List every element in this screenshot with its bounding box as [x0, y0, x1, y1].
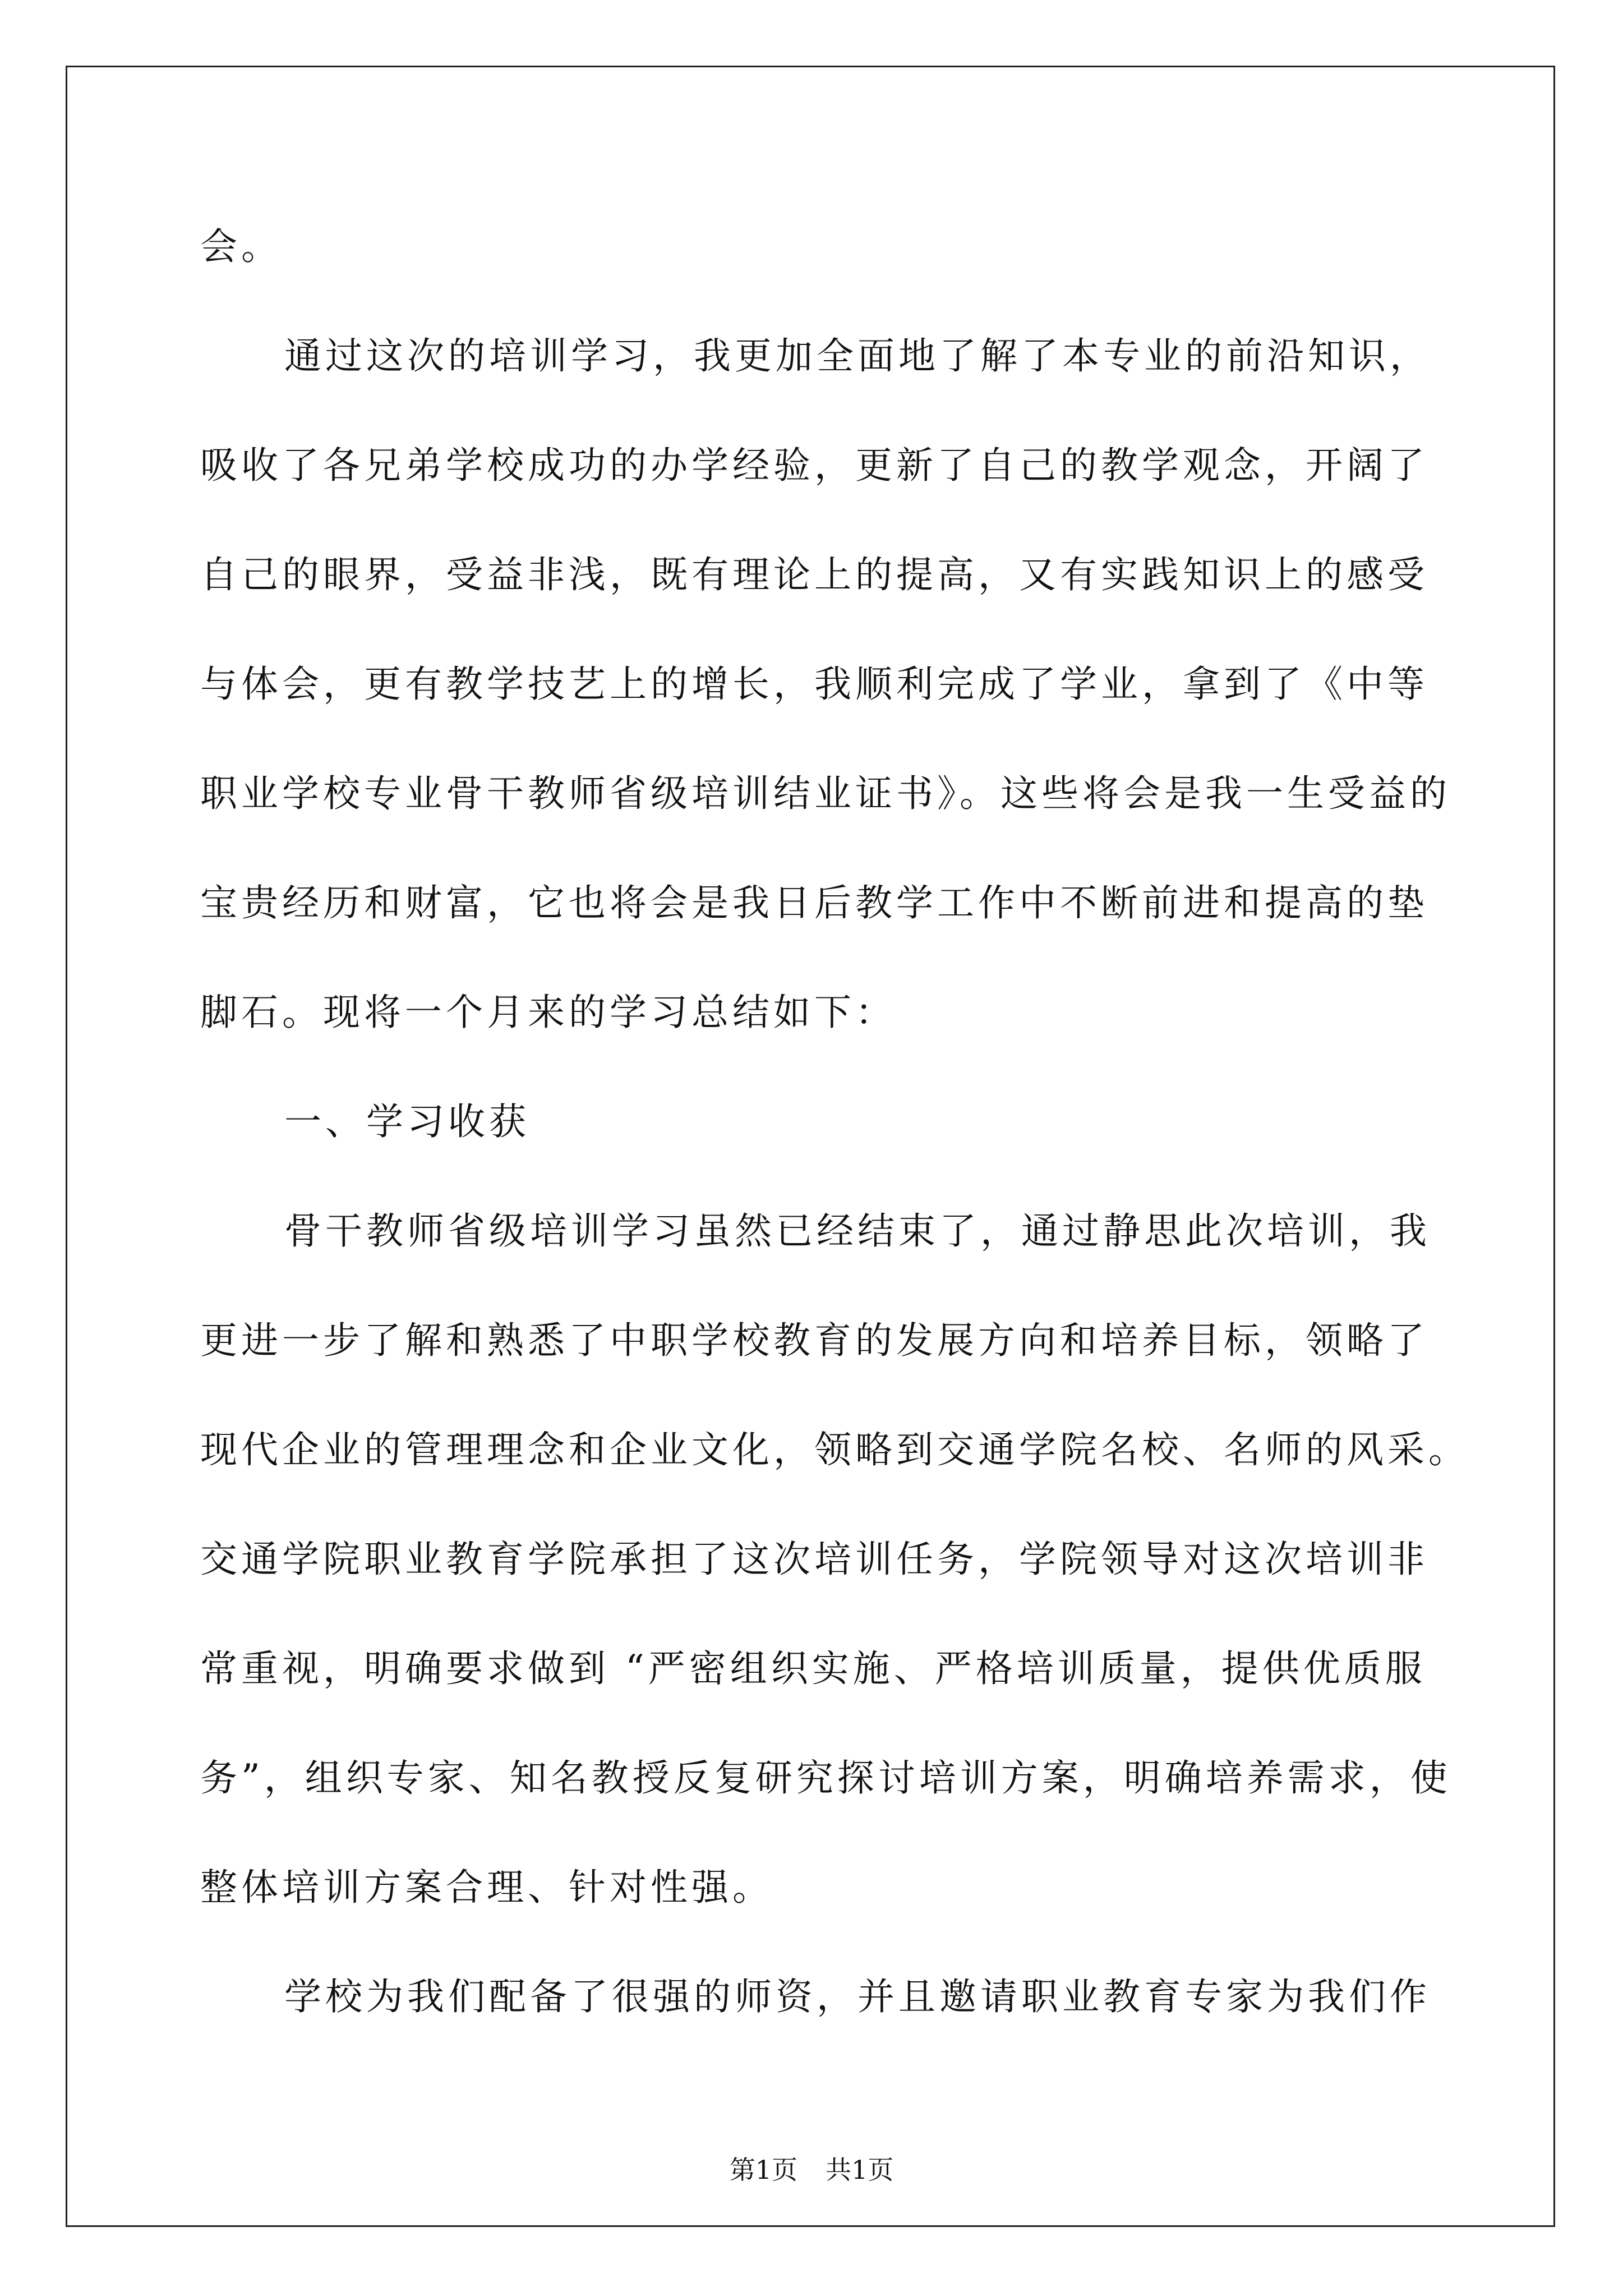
text-line: 现代企业的管理理念和企业文化，领略到交通学院名校、名师的风采。: [200, 1428, 1469, 1471]
text-line: 学校为我们配备了很强的师资，并且邀请职业教育专家为我们作: [284, 1975, 1431, 2018]
text-line: 常重视，明确要求做到 “严密组织实施、严格培训质量，提供优质服: [200, 1647, 1426, 1690]
text-line: 务”，组织专家、知名教授反复研究探讨培训方案，明确培养需求，使: [200, 1756, 1451, 1800]
text-line: 脚石。现将一个月来的学习总结如下：: [200, 991, 896, 1034]
text-line: 与体会，更有教学技艺上的增长，我顺利完成了学业，拿到了《中等: [200, 662, 1428, 706]
text-line: 骨干教师省级培训学习虽然已经结束了，通过静思此次培训，我: [284, 1209, 1431, 1253]
text-line: 通过这次的培训学习，我更加全面地了解了本专业的前沿知识，: [284, 334, 1431, 378]
text-line: 宝贵经历和财富，它也将会是我日后教学工作中不断前进和提高的垫: [200, 881, 1428, 924]
section-heading: 一、学习收获: [284, 1100, 530, 1143]
text-line: 职业学校专业骨干教师省级培训结业证书》。这些将会是我一生受益的: [200, 772, 1451, 815]
text-line: 会。: [200, 225, 282, 268]
text-line: 自己的眼界，受益非浅，既有理论上的提高，又有实践知识上的感受: [200, 553, 1428, 596]
text-line: 更进一步了解和熟悉了中职学校教育的发展方向和培养目标，领略了: [200, 1319, 1428, 1362]
page-number-total: 共1页: [826, 2155, 894, 2185]
text-line: 吸收了各兄弟学校成功的办学经验，更新了自己的教学观念，开阔了: [200, 444, 1428, 487]
page-number-current: 第1页: [729, 2155, 797, 2185]
page-footer: [0, 2153, 1623, 2187]
text-line: 整体培训方案合理、针对性强。: [200, 1866, 773, 1909]
text-line: 交通学院职业教育学院承担了这次培训任务，学院领导对这次培训非: [200, 1538, 1428, 1581]
document-body: [200, 219, 1469, 2078]
